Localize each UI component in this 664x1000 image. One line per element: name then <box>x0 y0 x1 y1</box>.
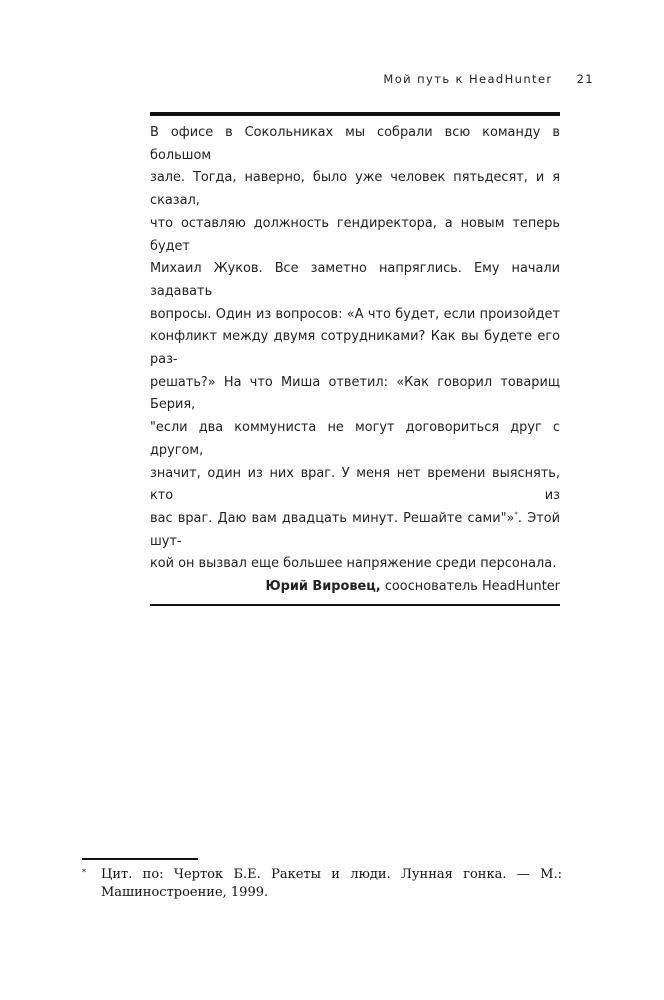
quote-line: конфликт между двумя сотрудниками? Как вы будете его раз- <box>150 329 560 368</box>
running-header <box>383 72 594 86</box>
footnote-mark: * <box>82 868 86 877</box>
quote-line <box>150 508 560 553</box>
quote-line: вопросы. Один из вопросов: «А что будет, если произойдет <box>150 306 560 322</box>
quote-line: значит, один из них враг. У меня нет времени выяснять, кто из <box>150 465 560 504</box>
quote-line-last: кой он вызвал еще большее напряжение среди персонала. <box>150 556 557 572</box>
quote-line: зале. Тогда, наверно, было уже человек пятьдесят, и я сказал, <box>150 170 560 209</box>
quote-line: В офисе в Сокольниках мы собрали всю команду в большом <box>150 125 560 163</box>
attribution-role: сооснователь HeadHunter <box>384 579 560 595</box>
footnote-text: Цит. по: Черток Б.Е. Ракеты и люди. Лунная гонка. — М.: Машиностроение, 1999. <box>101 867 562 900</box>
quote-text <box>150 122 560 576</box>
quote-top-rule <box>150 112 560 116</box>
quote-line: что оставляю должность гендиректора, а новым теперь будет <box>150 215 560 254</box>
quote-line-part: вас враг. Даю вам двадцать минут. Решайте сами"» <box>150 510 515 526</box>
quote-line-part: . Этой шут- <box>150 510 560 549</box>
quote-bottom-rule <box>150 604 560 606</box>
footnote-reference[interactable]: * <box>514 510 518 519</box>
quote-line: решать?» На что Миша ответил: «Как говорил товарищ Берия, <box>150 374 560 413</box>
footnote <box>82 866 562 902</box>
footnote-separator <box>82 858 198 860</box>
attribution-author: Юрий Вировец, <box>265 579 381 595</box>
page-number: 21 <box>576 72 594 86</box>
running-title: Мой путь к HeadHunter <box>383 72 553 86</box>
quote-line: Михаил Жуков. Все заметно напряглись. Ему начали задавать <box>150 261 560 299</box>
quote-block <box>150 112 560 606</box>
quote-attribution <box>150 576 560 598</box>
quote-line: "если два коммуниста не могут договориться друг с другом, <box>150 420 560 458</box>
